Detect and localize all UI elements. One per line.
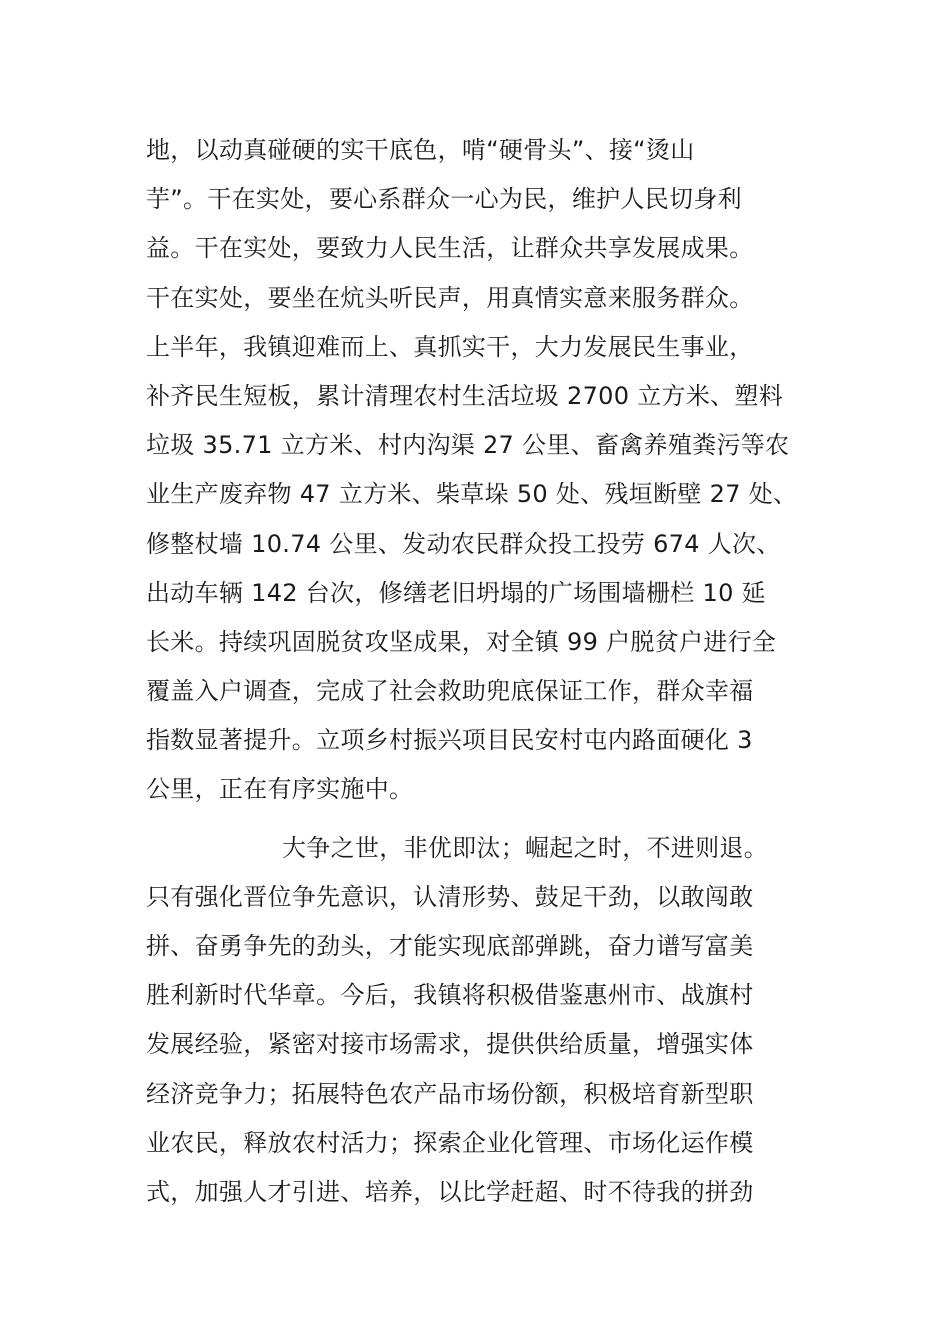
text-line: 补齐民生短板，累计清理农村生活垃圾 2700 立方米、塑料 xyxy=(146,381,784,410)
text-line: 长米。持续巩固脱贫攻坚成果，对全镇 99 户脱贫户进行全 xyxy=(146,627,777,656)
text-line: 拼、奋勇争先的劲头，才能实现底部弹跳，奋力谱写富美 xyxy=(146,932,754,960)
text-line: 公里，正在有序实施中。 xyxy=(146,775,414,804)
text-line: 益。干在实处，要致力人民生活，让群众共享发展成果。 xyxy=(146,234,754,263)
text-line: 芋”。干在实处，要心系群众一心为民，维护人民切身利 xyxy=(146,185,742,214)
paragraph-start-line: 大争之世，非优即汰；崛起之时，不进则退。 xyxy=(282,833,768,862)
text-line: 地，以动真碰硬的实干底色，啃“硬骨头”、接“烫山 xyxy=(146,136,695,164)
text-line: 只有强化晋位争先意识，认清形势、鼓足干劲，以敢闯敢 xyxy=(146,882,754,911)
text-line: 胜利新时代华章。今后，我镇将积极借鉴惠州市、战旗村 xyxy=(146,981,754,1010)
text-line: 覆盖入户调查，完成了社会救助兜底保证工作，群众幸福 xyxy=(146,677,754,706)
text-line: 修整杖墙 10.74 公里、发动农民群众投工投劳 674 人次、 xyxy=(146,529,781,558)
text-line: 式，加强人才引进、培养，以比学赶超、时不待我的拼劲 xyxy=(146,1177,754,1206)
text-line: 发展经验，紧密对接市场需求，提供供给质量，增强实体 xyxy=(146,1030,754,1059)
text-line: 指数显著提升。立项乡村振兴项目民安村屯内路面硬化 3 xyxy=(146,726,753,755)
text-line: 上半年，我镇迎难而上、真抓实干，大力发展民生事业， xyxy=(146,332,754,361)
body-text xyxy=(146,126,826,1217)
text-line: 干在实处，要坐在炕头听民声，用真情实意来服务群众。 xyxy=(146,283,754,312)
text-line: 垃圾 35.71 立方米、村内沟渠 27 公里、畜禽养殖粪污等农 xyxy=(146,431,790,460)
text-line: 出动车辆 142 台次，修缮老旧坍塌的广场围墙栅栏 10 延 xyxy=(146,578,766,607)
text-line: 经济竞争力；拓展特色农产品市场份额，积极培育新型职 xyxy=(146,1079,754,1108)
text-line: 业生产废弃物 47 立方米、柴草垛 50 处、残垣断壁 27 处、 xyxy=(146,480,798,509)
text-line: 业农民，释放农村活力；探索企业化管理、市场化运作模 xyxy=(146,1128,754,1157)
